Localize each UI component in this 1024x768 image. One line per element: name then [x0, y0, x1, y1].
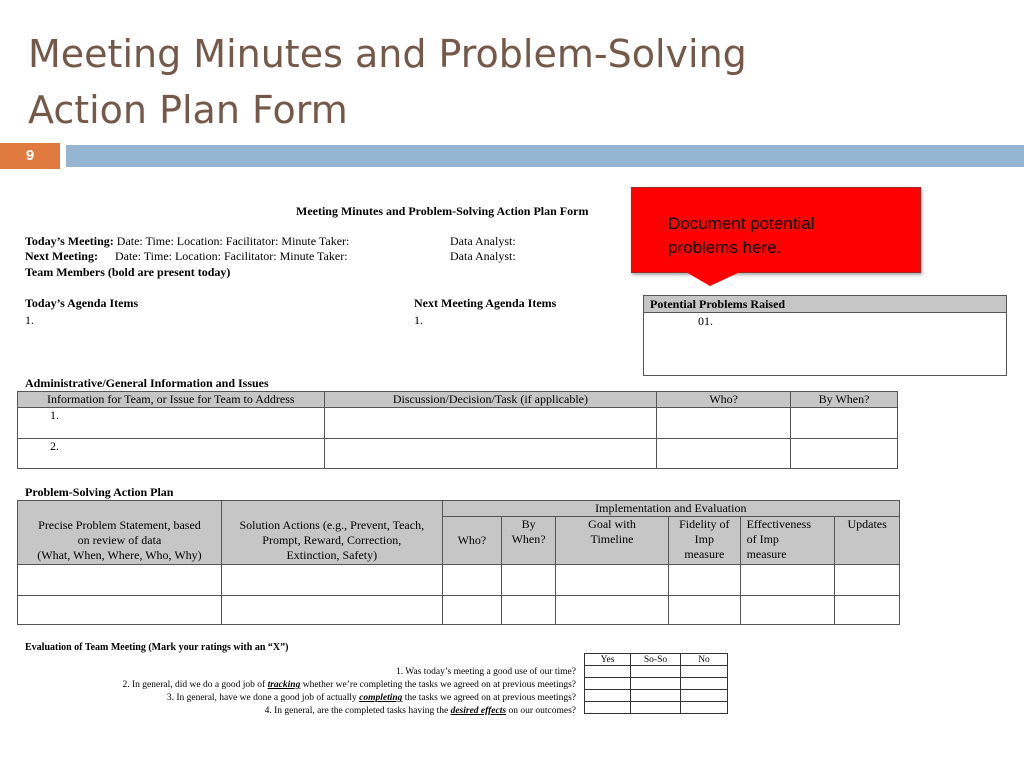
- plan-row-1-solution[interactable]: [221, 565, 442, 596]
- q2-text-pre: 2. In general, did we do a good job of: [122, 680, 268, 690]
- q4-soso-cell[interactable]: [631, 702, 681, 714]
- potential-problems-heading: Potential Problems Raised: [644, 296, 1006, 313]
- plan-row-1-effectiveness[interactable]: [740, 565, 835, 596]
- plan-row-2-solution[interactable]: [221, 596, 442, 625]
- q4-text-pre: 4. In general, are the completed tasks having the: [264, 706, 451, 716]
- table-row: [585, 666, 728, 678]
- plan-row-1-updates[interactable]: [835, 565, 900, 596]
- q1-soso-cell[interactable]: [631, 666, 681, 678]
- implementation-evaluation-header: Implementation and Evaluation: [442, 501, 899, 517]
- plan-row-1-goal[interactable]: [555, 565, 668, 596]
- col-effect-line-3: measure: [746, 547, 787, 561]
- q2-emphasis: tracking: [267, 680, 301, 690]
- action-plan-table: [17, 500, 900, 625]
- action-plan-heading: Problem-Solving Action Plan: [25, 485, 174, 499]
- col-updates: Updates: [835, 517, 900, 565]
- plan-row-1-who[interactable]: [442, 565, 502, 596]
- admin-row-1-number[interactable]: 1.: [18, 408, 325, 439]
- q2-yes-cell[interactable]: [585, 678, 631, 690]
- todays-meeting-fields: Date: Time: Location: Facilitator: Minute Taker:: [116, 234, 350, 248]
- admin-col-info: Information for Team, or Issue for Team to Address: [18, 392, 325, 408]
- col-problem-line-3: (What, When, Where, Who, Why): [37, 548, 202, 562]
- q3-yes-cell[interactable]: [585, 690, 631, 702]
- next-meeting-line: [25, 249, 348, 264]
- table-row: [585, 678, 728, 690]
- q4-emphasis: desired effects: [450, 706, 507, 716]
- table-row: [585, 702, 728, 714]
- q2-soso-cell[interactable]: [631, 678, 681, 690]
- plan-row-2-fidelity[interactable]: [669, 596, 741, 625]
- todays-meeting-line: [25, 234, 349, 249]
- evaluation-ratings-table: [584, 653, 728, 714]
- col-solution-line-1: Solution Actions (e.g., Prevent, Teach,: [239, 518, 425, 532]
- evaluation-question-2: [122, 680, 576, 690]
- admin-row-2-who[interactable]: [657, 439, 791, 469]
- table-row: [18, 565, 900, 596]
- potential-problems-box: [643, 295, 1007, 376]
- todays-agenda-heading: Today’s Agenda Items: [25, 296, 139, 310]
- col-effectiveness: [740, 517, 835, 565]
- col-effect-line-2: of Imp: [746, 532, 779, 546]
- plan-row-1-fidelity[interactable]: [669, 565, 741, 596]
- admin-row-2-bywhen[interactable]: [791, 439, 898, 469]
- admin-table: [17, 391, 898, 469]
- q2-text-post: whether we’re completing the tasks we agreed on at previous meetings?: [300, 680, 576, 690]
- evaluation-heading: Evaluation of Team Meeting (Mark your ratings with an “X”): [25, 642, 289, 653]
- col-goal-line-2: Timeline: [590, 532, 634, 546]
- callout-box: [631, 187, 921, 273]
- q1-no-cell[interactable]: [681, 666, 728, 678]
- admin-row-2-number[interactable]: 2.: [18, 439, 325, 469]
- evaluation-question-1: 1. Was today’s meeting a good use of our time?: [395, 667, 576, 677]
- table-row: [18, 408, 898, 439]
- rating-col-soso: So-So: [631, 654, 681, 666]
- col-fidelity-line-2: Imp: [694, 532, 714, 546]
- todays-agenda-item: 1.: [25, 313, 34, 327]
- admin-col-discussion: Discussion/Decision/Task (if applicable): [324, 392, 657, 408]
- form-title: Meeting Minutes and Problem-Solving Action Plan Form: [296, 204, 589, 218]
- q4-yes-cell[interactable]: [585, 702, 631, 714]
- next-meeting-analyst: Data Analyst:: [450, 249, 516, 263]
- q1-yes-cell[interactable]: [585, 666, 631, 678]
- col-problem-statement: [18, 501, 222, 565]
- plan-row-1-bywhen[interactable]: [502, 565, 556, 596]
- table-row: [585, 690, 728, 702]
- plan-row-2-updates[interactable]: [835, 596, 900, 625]
- todays-meeting-analyst: Data Analyst:: [450, 234, 516, 248]
- table-row: [18, 596, 900, 625]
- admin-row-1-who[interactable]: [657, 408, 791, 439]
- col-by-when: [502, 517, 556, 565]
- admin-row-2-discussion[interactable]: [324, 439, 657, 469]
- col-goal-line-1: Goal with: [588, 517, 636, 531]
- evaluation-question-3: [167, 693, 576, 703]
- admin-row-1-bywhen[interactable]: [791, 408, 898, 439]
- plan-row-2-who[interactable]: [442, 596, 502, 625]
- callout-text: Document potential problems here.: [668, 214, 815, 257]
- callout-pointer: [686, 272, 740, 286]
- col-effect-line-1: Effectiveness: [746, 517, 812, 531]
- next-meeting-fields: Date: Time: Location: Facilitator: Minute Taker:: [114, 249, 348, 263]
- q3-text-pre: 3. In general, have we done a good job of actually: [166, 693, 360, 703]
- rating-col-yes: Yes: [585, 654, 631, 666]
- col-solution-actions: [221, 501, 442, 565]
- slide-number: 9: [0, 143, 60, 169]
- header-accent-bar: [66, 145, 1024, 167]
- q4-no-cell[interactable]: [681, 702, 728, 714]
- plan-row-2-effectiveness[interactable]: [740, 596, 835, 625]
- col-solution-line-3: Extinction, Safety): [286, 548, 378, 562]
- col-fidelity-line-3: measure: [684, 547, 725, 561]
- plan-row-2-bywhen[interactable]: [502, 596, 556, 625]
- col-solution-line-2: Prompt, Reward, Correction,: [262, 533, 402, 547]
- evaluation-question-4: [265, 706, 576, 716]
- plan-row-2-problem[interactable]: [18, 596, 222, 625]
- slide-title-line-2: Action Plan Form: [28, 88, 348, 132]
- q3-text-post: the tasks we agreed on at previous meetings?: [402, 693, 576, 703]
- potential-problems-item: 01.: [698, 314, 713, 328]
- next-agenda-item: 1.: [414, 313, 423, 327]
- q4-text-post: on our outcomes?: [506, 706, 576, 716]
- col-fidelity-line-1: Fidelity of: [679, 517, 730, 531]
- admin-col-who: Who?: [657, 392, 791, 408]
- slide-title: [28, 26, 928, 138]
- col-problem-line-1: Precise Problem Statement, based: [38, 518, 201, 532]
- admin-row-1-discussion[interactable]: [324, 408, 657, 439]
- col-fidelity: [669, 517, 741, 565]
- next-meeting-label: Next Meeting:: [25, 249, 98, 263]
- col-problem-line-2: on review of data: [77, 533, 162, 547]
- admin-col-bywhen: By When?: [791, 392, 898, 408]
- q2-no-cell[interactable]: [681, 678, 728, 690]
- todays-meeting-label: Today’s Meeting:: [25, 234, 114, 248]
- next-agenda-heading: Next Meeting Agenda Items: [414, 296, 557, 310]
- q3-emphasis: completing: [359, 693, 403, 703]
- col-goal-timeline: [555, 517, 668, 565]
- slide-title-line-1: Meeting Minutes and Problem-Solving: [28, 32, 747, 76]
- admin-heading: Administrative/General Information and Issues: [25, 376, 269, 390]
- team-members-label: Team Members (bold are present today): [25, 265, 231, 279]
- col-who: Who?: [442, 517, 502, 565]
- col-bywhen-line-1: By: [521, 517, 536, 531]
- rating-col-no: No: [681, 654, 728, 666]
- q3-soso-cell[interactable]: [631, 690, 681, 702]
- q3-no-cell[interactable]: [681, 690, 728, 702]
- evaluation-header-row: [585, 654, 728, 666]
- table-row: [18, 439, 898, 469]
- action-plan-group-row: [18, 501, 900, 517]
- col-bywhen-line-2: When?: [511, 532, 546, 546]
- plan-row-2-goal[interactable]: [555, 596, 668, 625]
- plan-row-1-problem[interactable]: [18, 565, 222, 596]
- admin-header-row: [18, 392, 898, 408]
